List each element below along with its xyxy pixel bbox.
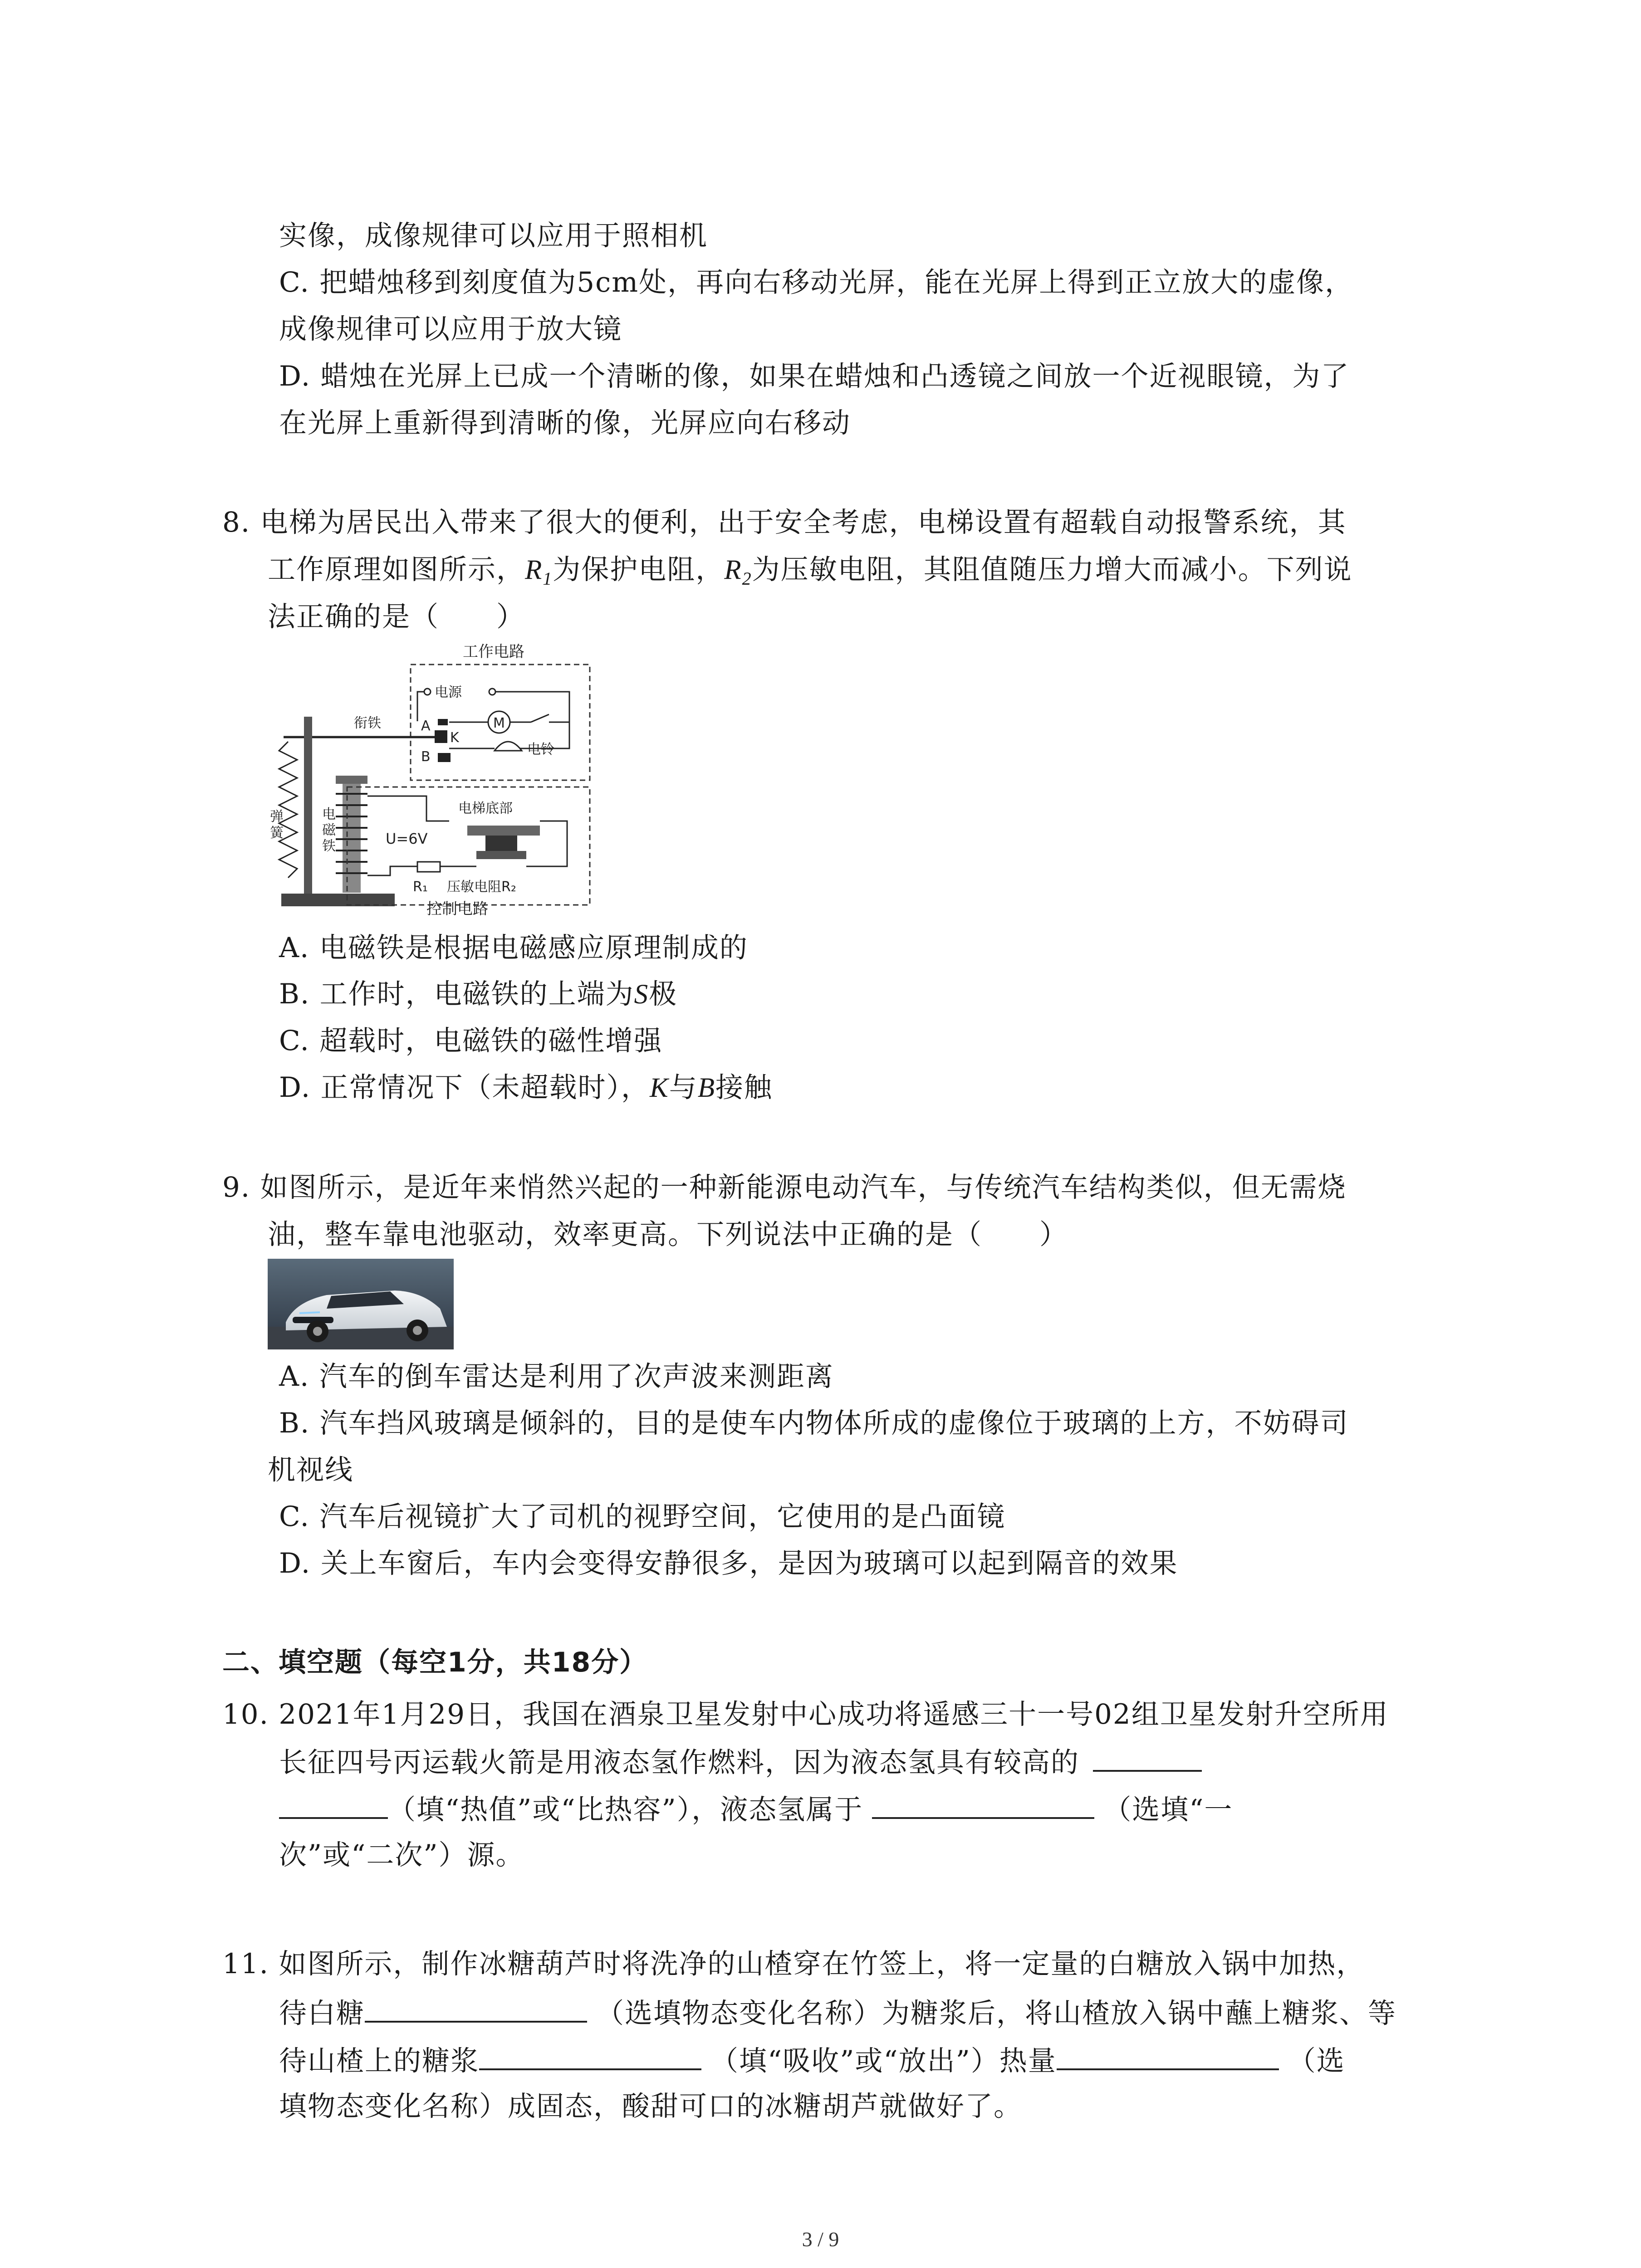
armature-label: 衔铁 [354, 715, 381, 731]
contact-b-label: B [421, 749, 431, 765]
q7-option-d-cont: 在光屏上重新得到清晰的像，光屏应向右移动 [279, 407, 851, 439]
work-circuit-label: 工作电路 [463, 643, 524, 661]
contact-a-label: A [421, 718, 431, 734]
q8-stem-line2: 工作原理如图所示，$R_1$为保护电阻，$R_2$为压敏电阻，其阻值随压力增大而减小。下列说 [268, 553, 1352, 589]
electric-car-photo [268, 1259, 454, 1349]
q9-option-b: B. 汽车挡风玻璃是倾斜的，目的是使车内物体所成的虚像位于玻璃的上方，不妨碍司 [279, 1407, 1349, 1439]
q7-line: 实像，成像规律可以应用于照相机 [279, 220, 708, 252]
elevator-floor-label: 电梯底部 [458, 801, 513, 816]
q9-option-a: A. 汽车的倒车雷达是利用了次声波来测距离 [279, 1360, 834, 1393]
page-number: 3 / 9 [802, 2228, 839, 2251]
q9-option-b-cont: 机视线 [268, 1454, 354, 1486]
q10-stem: 10. 2021年1月29日，我国在酒泉卫星发射中心成功将遥感三十一号02组卫星发射升空所用 [222, 1698, 1389, 1730]
q10-blank-2[interactable] [872, 1790, 1094, 1819]
elevator-alarm-circuit-figure [268, 640, 599, 916]
q9-stem-line2: 油，整车靠电池驱动，效率更高。下列说法中正确的是（ ） [268, 1218, 1068, 1251]
q8-option-d: D. 正常情况下（未超载时），K与B接触 [279, 1071, 773, 1104]
q11-blank-2[interactable] [479, 2041, 701, 2070]
r1-label: R₁ [413, 879, 428, 895]
spring-label-1: 弹 [270, 809, 284, 825]
contact-k-label: K [450, 730, 459, 746]
spring-label-2: 簧 [270, 825, 284, 841]
q8-option-a: A. 电磁铁是根据电磁感应原理制成的 [279, 932, 748, 964]
electromagnet-label-3: 铁 [322, 838, 336, 854]
voltage-label: U=6V [386, 830, 428, 847]
q11-stem: 11. 如图所示，制作冰糖葫芦时将洗净的山楂穿在竹签上，将一定量的白糖放入锅中加热， [222, 1948, 1365, 1980]
q7-option-c-cont: 成像规律可以应用于放大镜 [279, 313, 622, 345]
bell-label: 电铃 [527, 742, 554, 758]
q11-blank-1[interactable] [365, 1994, 587, 2023]
q8-stem-line3: 法正确的是（ ） [268, 601, 525, 633]
q11-stem-line2: 待白糖 （选填物态变化名称）为糖浆后，将山楂放入锅中蘸上糖浆、等 [279, 1994, 1396, 2032]
q8-option-c: C. 超载时，电磁铁的磁性增强 [279, 1025, 663, 1057]
bell-icon [495, 742, 522, 751]
motor-label: M [493, 715, 505, 731]
q11-stem-line4: 填物态变化名称）成固态，酸甜可口的冰糖胡芦就做好了。 [279, 2090, 1023, 2122]
q11-blank-3[interactable] [1057, 2041, 1279, 2070]
power-label: 电源 [435, 684, 462, 700]
q9-option-d: D. 关上车窗后，车内会变得安静很多，是因为玻璃可以起到隔音的效果 [279, 1547, 1178, 1579]
q8-stem: 8. 电梯为居民出入带来了很大的便利，出于安全考虑，电梯设置有超载自动报警系统，其 [222, 506, 1347, 538]
electromagnet-label-1: 电 [322, 807, 336, 822]
q9-stem: 9. 如图所示，是近年来悄然兴起的一种新能源电动汽车，与传统汽车结构类似，但无需烧 [222, 1171, 1347, 1203]
sensor-label: 压敏电阻R₂ [447, 879, 516, 895]
q8-option-b: B. 工作时，电磁铁的上端为S极 [279, 978, 678, 1010]
q9-option-c: C. 汽车后视镜扩大了司机的视野空间，它使用的是凸面镜 [279, 1501, 1006, 1533]
section-heading: 二、填空题（每空1分，共18分） [222, 1647, 648, 1678]
q7-option-d: D. 蜡烛在光屏上已成一个清晰的像，如果在蜡烛和凸透镜之间放一个近视眼镜，为了 [279, 360, 1350, 392]
electromagnet-label-2: 磁 [322, 822, 336, 838]
q10-stem-line4: 次”或“二次”）源。 [279, 1839, 524, 1871]
control-circuit-label: 控制电路 [426, 900, 488, 916]
q10-blank-1b[interactable] [279, 1790, 388, 1819]
q11-stem-line3: 待山楂上的糖浆 （填“吸收”或“放出”）热量 （选 [279, 2041, 1345, 2079]
q7-option-c: C. 把蜡烛移到刻度值为5cm处，再向右移动光屏，能在光屏上得到正立放大的虚像， [279, 266, 1354, 298]
q10-stem-line2: 长征四号丙运载火箭是用液态氢作燃料，因为液态氢具有较高的 [279, 1743, 1202, 1781]
q10-blank-1a[interactable] [1093, 1743, 1202, 1772]
q10-stem-line3: （填“热值”或“比热容”），液态氢属于 （选填“一 [279, 1790, 1233, 1828]
